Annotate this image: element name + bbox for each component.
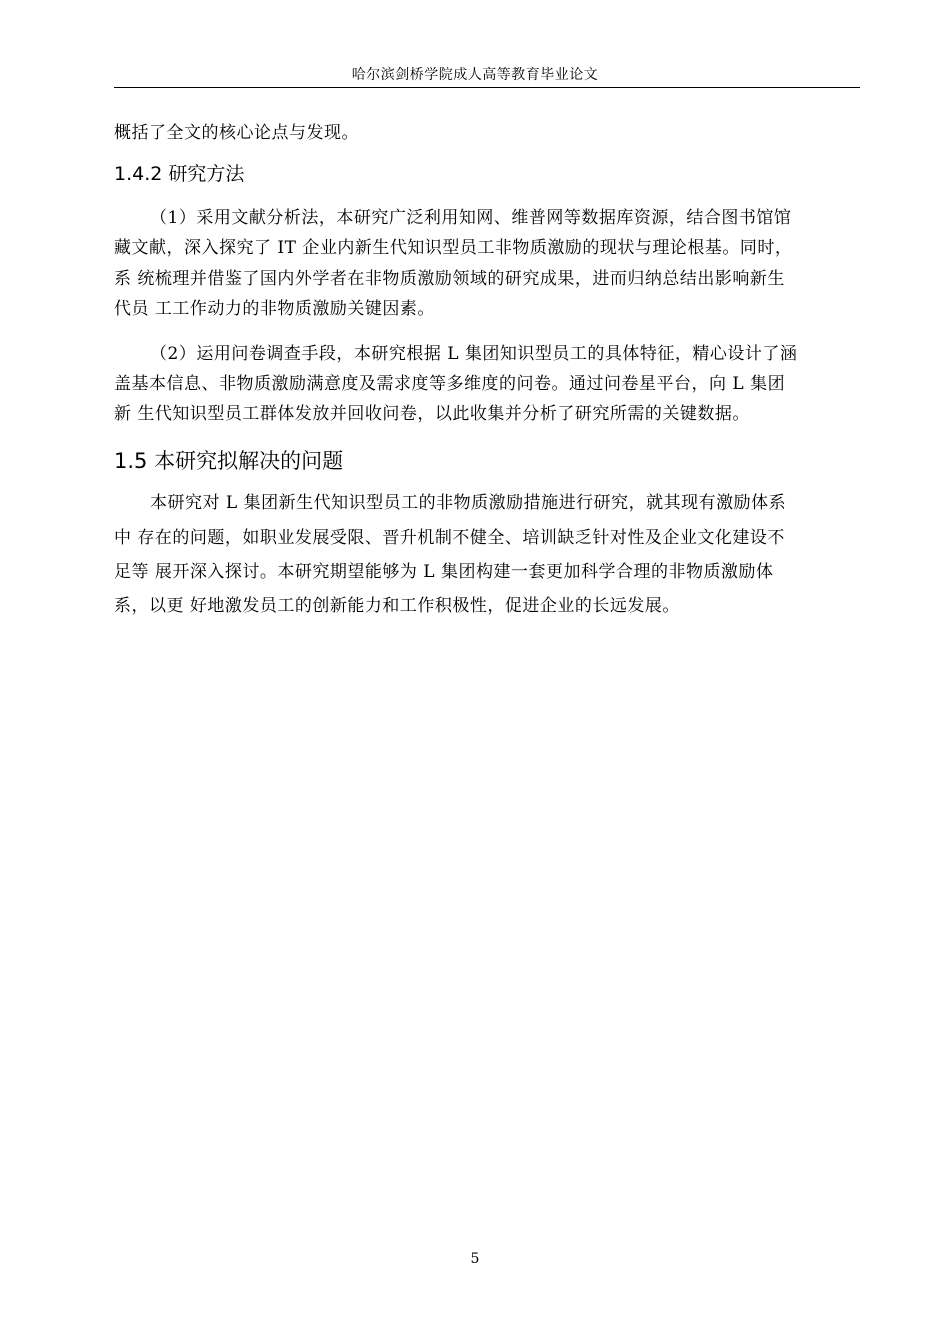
intro-line: 概括了全文的核心论点与发现。	[114, 123, 359, 143]
paragraph-line: （1）采用文献分析法，本研究广泛利用知网、维普网等数据库资源，结合图书馆馆	[150, 208, 792, 228]
section-heading-1-5: 1.5 本研究拟解决的问题	[114, 449, 344, 473]
header-divider	[114, 87, 860, 88]
paragraph-line: 本研究对 L 集团新生代知识型员工的非物质激励措施进行研究，就其现有激励体系	[150, 493, 787, 513]
paragraph-line: 中 存在的问题，如职业发展受限、晋升机制不健全、培训缺乏针对性及企业文化建设不	[114, 528, 785, 548]
paragraph-line: 系，以更 好地激发员工的创新能力和工作积极性，促进企业的长远发展。	[114, 596, 680, 616]
paragraph-line: 盖基本信息、非物质激励满意度及需求度等多维度的问卷。通过问卷星平台，向 L 集团	[114, 374, 786, 394]
paragraph-line: 足等 展开深入探讨。本研究期望能够为 L 集团构建一套更加科学合理的非物质激励体	[114, 562, 774, 582]
paragraph-line: （2）运用问卷调查手段，本研究根据 L 集团知识型员工的具体特征，精心设计了涵	[150, 344, 798, 364]
paragraph-line: 代员 工工作动力的非物质激励关键因素。	[114, 299, 435, 319]
page-header-title: 哈尔滨剑桥学院成人高等教育毕业论文	[351, 67, 599, 83]
paragraph-line: 系 统梳理并借鉴了国内外学者在非物质激励领域的研究成果，进而归纳总结出影响新生	[114, 269, 785, 289]
section-heading-1-4-2: 1.4.2 研究方法	[114, 163, 245, 185]
paragraph-line: 藏文献，深入探究了 IT 企业内新生代知识型员工非物质激励的现状与理论根基。同时，	[114, 238, 793, 258]
paragraph-line: 新 生代知识型员工群体发放并回收问卷，以此收集并分析了研究所需的关键数据。	[114, 404, 750, 424]
page-number: 5	[470, 1251, 480, 1267]
